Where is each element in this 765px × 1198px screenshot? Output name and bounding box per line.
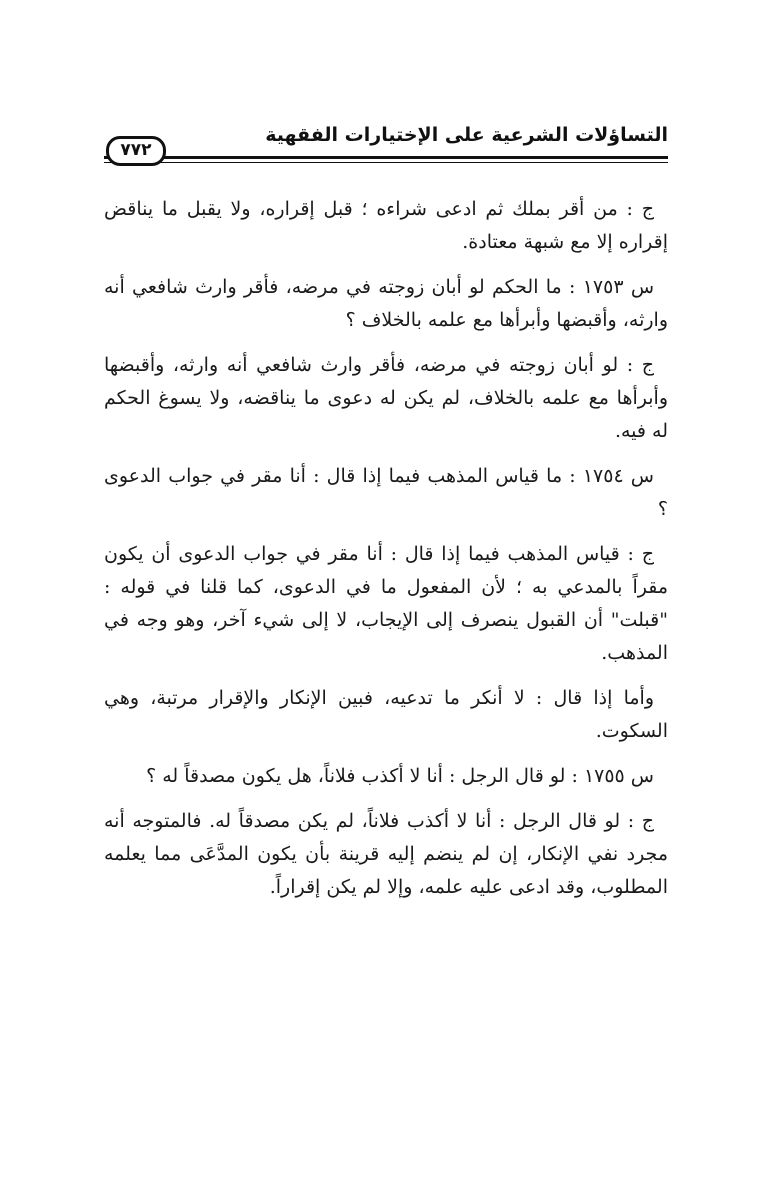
answer-paragraph: ج : لو أبان زوجته في مرضه، فأقر وارث شافعي أنه وارثه، وأقبضها وأبرأها مع علمه بالخلاف، لم يكن له دعوى ما يناقضه، ولا يسوغ الحكم له فيه.	[104, 354, 668, 442]
book-title: التساؤلات الشرعية على الإختيارات الفقهية	[265, 124, 668, 146]
page-number: ٧٧٢	[106, 136, 166, 166]
header-rule-thin	[104, 162, 668, 163]
page-body	[104, 193, 668, 916]
answer-paragraph: ج : من أقر بملك ثم ادعى شراءه ؛ قبل إقراره، ولا يقبل ما يناقض إقراره إلا مع شبهة معتادة.	[104, 198, 668, 253]
answer-paragraph: وأما إذا قال : لا أنكر ما تدعيه، فبين الإنكار والإقرار مرتبة، وهي السكوت.	[104, 687, 668, 742]
answer-paragraph: ج : قياس المذهب فيما إذا قال : أنا مقر في جواب الدعوى أن يكون مقراً بالمدعي به ؛ لأن المفعول ما في الدعوى، كما قلنا في قوله : "قبلت" أن القبول ينصرف إلى الإيجاب، لا إلى شيء آخر، وهو وجه في المذهب.	[104, 543, 668, 664]
question-paragraph: س ١٧٥٤ : ما قياس المذهب فيما إذا قال : أنا مقر في جواب الدعوى ؟	[104, 465, 668, 520]
question-paragraph: س ١٧٥٣ : ما الحكم لو أبان زوجته في مرضه، فأقر وارث شافعي أنه وارثه، وأقبضها وأبرأها مع علمه بالخلاف ؟	[104, 276, 668, 331]
header-rule	[104, 156, 668, 159]
question-paragraph: س ١٧٥٥ : لو قال الرجل : أنا لا أكذب فلاناً، هل يكون مصدقاً له ؟	[146, 765, 654, 787]
running-header	[104, 116, 668, 166]
answer-paragraph: ج : لو قال الرجل : أنا لا أكذب فلاناً، لم يكن مصدقاً له. فالمتوجه أنه مجرد نفي الإنكار، إن لم ينضم إليه قرينة بأن يكون المدَّعَى مما يعلمه المطلوب، وقد ادعى عليه علمه، وإلا لم يكن إقراراً.	[104, 810, 668, 898]
